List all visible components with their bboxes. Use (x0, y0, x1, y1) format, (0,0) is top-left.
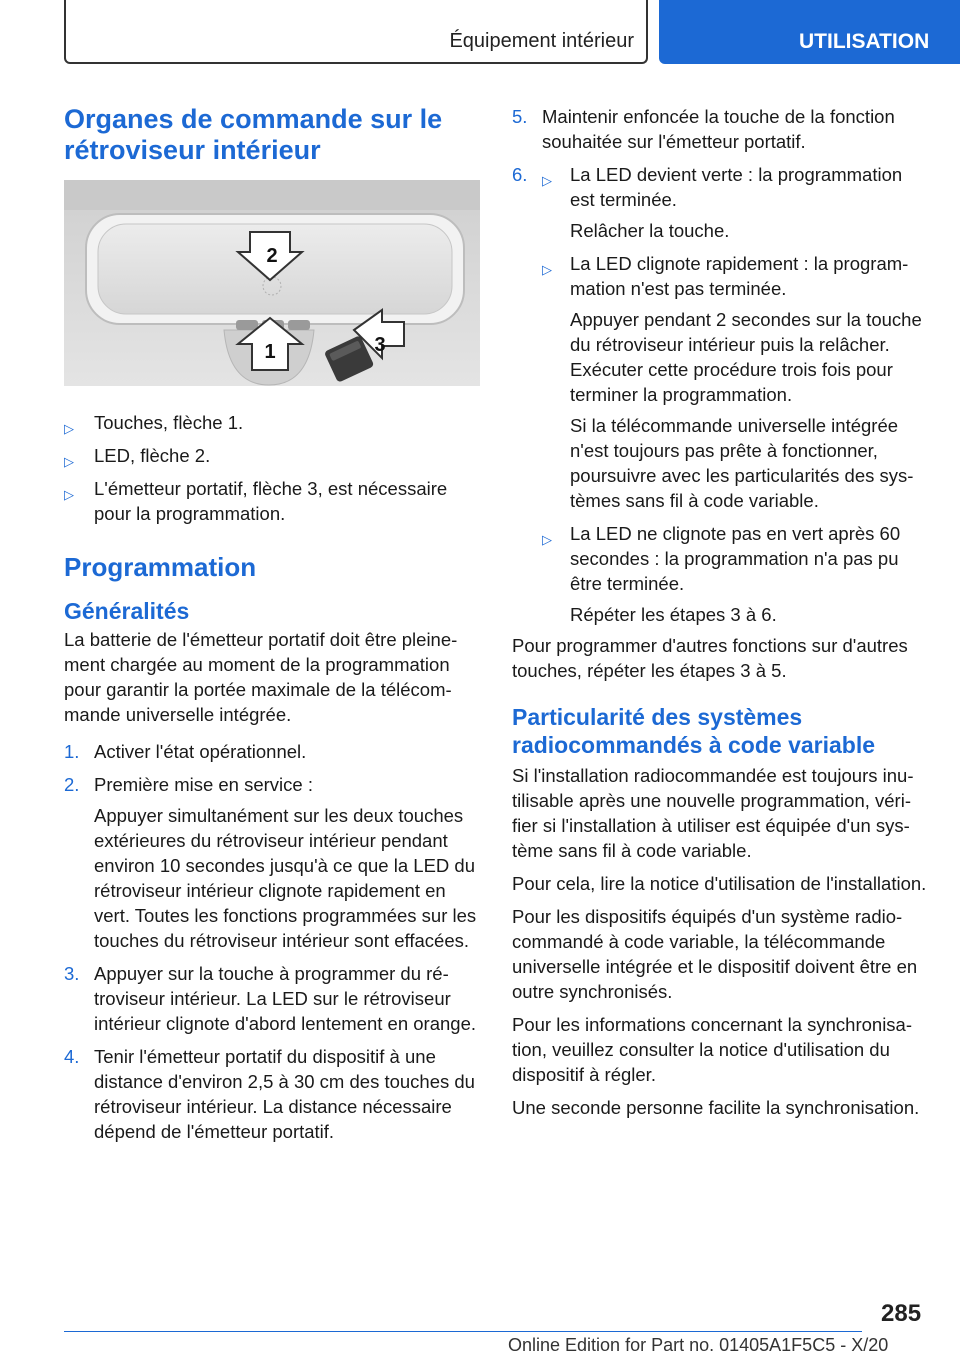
general-paragraph: La batterie de l'émetteur portatif doit être pleinement chargée au moment de la programmation pour garantir la portée maximale de la télécommande universelle intégrée. (64, 629, 458, 725)
step-number: 5. (512, 106, 528, 127)
right-content (512, 104, 928, 1120)
mirror-illustration (64, 180, 480, 386)
list-item: 5. Maintenir enfoncée la touche de la fonction souhaitée sur l'émetteur portatif. (512, 106, 895, 152)
page-number: 285 (881, 1300, 922, 1327)
sub-list-item: ▷ La LED clignote rapidement : la programmation n'est pas terminée. Appuyer pendant 2 secondes sur la touche du rétroviseur intérieur puis la relâcher. Exécuter cette procédure trois fois pour terminer la programmation. Si la télécommande universelle intégrée n'est toujours pas prête à fonctionner, poursuivre avec les particularités des systèmes sans fil à code variable. (542, 253, 922, 511)
list-item: ▷ Touches, flèche 1. (64, 410, 480, 435)
footer-edition: Online Edition for Part no. 01405A1F5C5 - X/20 (508, 1335, 889, 1355)
sub-list-item: ▷ La LED ne clignote pas en vert après 60 secondes : la programmation n'a pas pu être terminée. Répéter les étapes 3 à 6. (542, 523, 901, 625)
mirror-drawing (64, 180, 480, 386)
list-item: 3. Appuyer sur la touche à programmer du rétroviseur intérieur. La LED sur le rétroviseur intérieur clignote d'abord lentement en orange. (64, 963, 477, 1034)
step-number: 4. (64, 1046, 80, 1067)
triangle-bullet-icon: ▷ (542, 262, 552, 277)
figure-label-2: 2 (266, 245, 278, 267)
paragraph: Pour les informations concernant la synchronisation, veuillez consulter la notice d'utilisation du dispositif à régler. (512, 1014, 913, 1085)
step-number: 3. (64, 963, 80, 984)
left-content (64, 410, 480, 1144)
after-steps-paragraph: Pour programmer d'autres fonctions sur d'autres touches, répéter les étapes 3 à 5. (512, 635, 908, 681)
list-item: ▷ LED, flèche 2. (64, 443, 480, 468)
paragraph: Pour les dispositifs équipés d'un système radiocommandé à code variable, la télécommande universelle intégrée et le dispositif doivent être en outre synchronisés. (512, 906, 918, 1002)
header-section-title: Équipement intérieur (449, 30, 634, 52)
list-item (512, 162, 928, 627)
triangle-bullet-icon: ▷ (542, 173, 552, 188)
list-item: 2. Première mise en service : Appuyer simultanément sur les deux touches extérieures du rétroviseur intérieur pendant environ 10 secondes jusqu'à ce que la LED du rétroviseur intérieur clignote rapidement en vert. Toutes les fonctions programmées sur les touches du rétroviseur intérieur sont effacées. (64, 774, 477, 951)
figure-label-1: 1 (264, 341, 276, 363)
header-chapter-tab (659, 0, 960, 64)
programming-heading: Programmation (64, 552, 257, 582)
triangle-bullet-icon: ▷ (542, 532, 552, 547)
section-title: Organes de commande sur le rétroviseur intérieur (64, 104, 443, 165)
step-number: 1. (64, 741, 80, 762)
list-item: 1. Activer l'état opérationnel. (64, 741, 307, 762)
triangle-bullet-icon: ▷ (64, 454, 74, 469)
footer-divider (64, 1331, 862, 1332)
list-item: ▷ L'émetteur portatif, flèche 3, est nécessaire pour la programmation. (64, 478, 448, 524)
step-number: 2. (64, 774, 80, 795)
paragraph: Une seconde personne facilite la synchronisation. (512, 1097, 920, 1118)
header-chapter-title: UTILISATION (799, 30, 930, 53)
triangle-bullet-icon: ▷ (64, 421, 74, 436)
list-item: 4. Tenir l'émetteur portatif du dispositif à une distance d'environ 2,5 à 30 cm des touches du rétroviseur intérieur. La distance nécessaire dépend de l'émetteur portatif. (64, 1046, 475, 1142)
sub-list-item: ▷ La LED devient verte : la programmation est terminée. Relâcher la touche. (542, 164, 903, 241)
figure-label-3: 3 (374, 334, 386, 356)
special-heading: Particularité des systèmes radiocommandés à code variable (512, 704, 876, 758)
paragraph: Si l'installation radiocommandée est toujours inutilisable après une nouvelle programmation, vérifier si l'installation à utiliser est équipée d'un système sans fil à code variable. (512, 765, 914, 861)
triangle-bullet-icon: ▷ (64, 487, 74, 502)
general-heading: Généralités (64, 598, 190, 624)
step-number: 6. (512, 164, 528, 185)
steps-list (64, 739, 480, 1144)
paragraph: Pour cela, lire la notice d'utilisation de l'installation. (512, 873, 927, 894)
header-section-tab (64, 0, 648, 64)
